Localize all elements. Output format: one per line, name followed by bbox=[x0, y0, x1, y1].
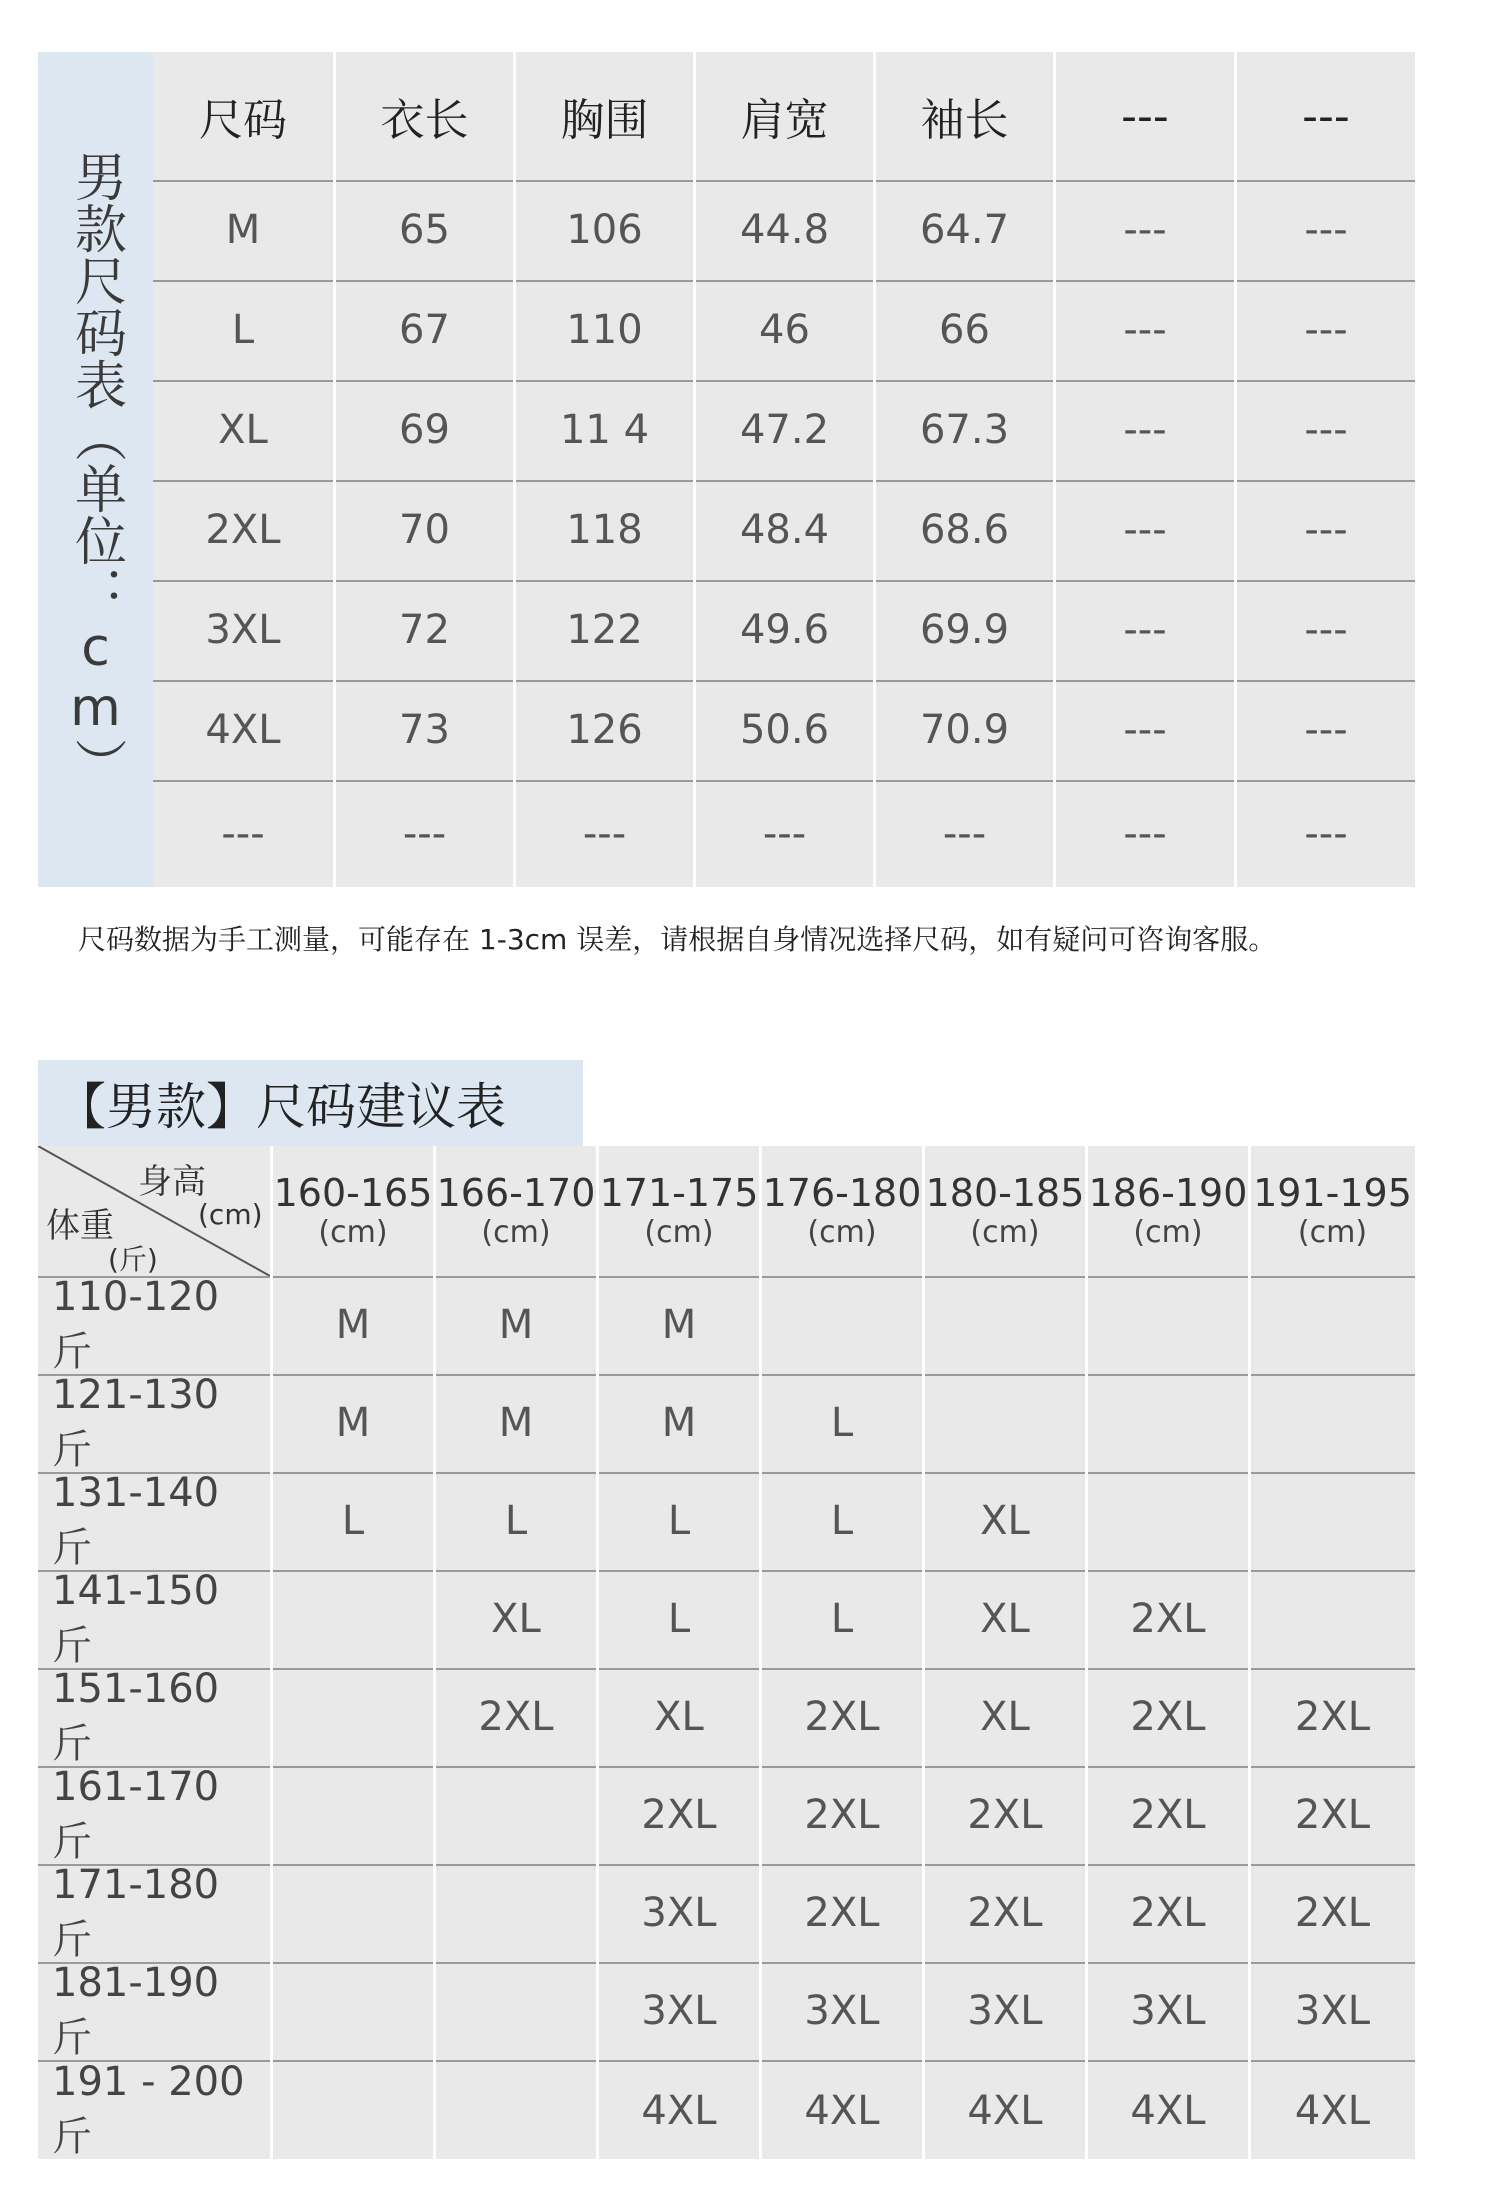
recommended-size-cell: 2XL bbox=[1248, 1864, 1414, 1962]
recommended-size-cell bbox=[1248, 1374, 1414, 1472]
recommended-size-cell: 3XL bbox=[922, 1962, 1085, 2060]
size-table-header-cell: 尺码 bbox=[199, 95, 287, 146]
recommended-size-cell: 3XL bbox=[596, 1962, 759, 2060]
recommended-size-cell: M bbox=[270, 1374, 433, 1472]
recommended-size-cell: 4XL bbox=[1248, 2060, 1414, 2161]
size-table-cell: 67.3 bbox=[873, 380, 1053, 480]
size-table-cell: --- bbox=[221, 810, 265, 857]
size-table-cell: 49.6 bbox=[693, 580, 873, 680]
recommended-size-cell: 2XL bbox=[1248, 1766, 1414, 1864]
recommended-size-cell: M bbox=[433, 1276, 596, 1374]
recommended-size-cell: 2XL bbox=[759, 1864, 922, 1962]
height-column-header bbox=[270, 1146, 433, 1276]
recommended-size-cell: XL bbox=[596, 1668, 759, 1766]
recommended-size-cell: L bbox=[759, 1570, 922, 1668]
recommended-size-cell: 2XL bbox=[1248, 1668, 1414, 1766]
size-table-cell: --- bbox=[1234, 380, 1415, 480]
size-table-cell: 46 bbox=[693, 280, 873, 380]
recommended-size-cell: 2XL bbox=[596, 1766, 759, 1864]
weight-range-cell: 110-120 斤 bbox=[52, 1273, 220, 1375]
size-table-cell: XL bbox=[218, 407, 268, 453]
size-table-cell: 72 bbox=[333, 580, 513, 680]
measurement-note: 尺码数据为手工测量，可能存在 1-3cm 误差，请根据自身情况选择尺码，如有疑问可咨询客服。 bbox=[78, 923, 1277, 956]
recommended-size-cell: 3XL bbox=[1085, 1962, 1248, 2060]
recommended-size-cell bbox=[1085, 1374, 1248, 1472]
height-unit: (cm) bbox=[970, 1214, 1040, 1250]
size-table-cell: 73 bbox=[333, 680, 513, 780]
recommended-size-cell bbox=[1248, 1570, 1414, 1668]
size-table-cell: --- bbox=[1053, 580, 1234, 680]
height-unit: (cm) bbox=[318, 1214, 388, 1250]
recommended-size-cell: L bbox=[759, 1472, 922, 1570]
recommended-size-cell: 3XL bbox=[759, 1962, 922, 2060]
size-table-cell: 68.6 bbox=[873, 480, 1053, 580]
height-range: 191-195 bbox=[1253, 1170, 1412, 1215]
size-table-cell: 4XL bbox=[205, 707, 281, 753]
recommended-size-cell: XL bbox=[433, 1570, 596, 1668]
recommended-size-cell bbox=[433, 1962, 596, 2060]
recommended-size-cell bbox=[759, 1276, 922, 1374]
recommended-size-cell: 4XL bbox=[1085, 2060, 1248, 2161]
recommended-size-cell: 4XL bbox=[759, 2060, 922, 2161]
recommended-size-cell: 4XL bbox=[922, 2060, 1085, 2161]
recommended-size-cell: 2XL bbox=[1085, 1766, 1248, 1864]
recommended-size-cell: 3XL bbox=[1248, 1962, 1414, 2060]
size-table-cell: M bbox=[225, 207, 261, 253]
recommended-size-cell bbox=[433, 1864, 596, 1962]
weight-range-cell: 131-140 斤 bbox=[52, 1469, 220, 1571]
size-table-row bbox=[153, 580, 1415, 682]
size-table-cell: --- bbox=[513, 780, 693, 887]
size-table-cell: 70.9 bbox=[873, 680, 1053, 780]
size-table-cell: --- bbox=[1053, 480, 1234, 580]
size-table-cell: 126 bbox=[513, 680, 693, 780]
recommended-size-cell bbox=[922, 1374, 1085, 1472]
size-table-header-cell: --- bbox=[1234, 52, 1415, 180]
recommended-size-cell bbox=[433, 1766, 596, 1864]
size-table-cell: 70 bbox=[333, 480, 513, 580]
height-range: 186-190 bbox=[1088, 1170, 1248, 1215]
size-table-header-cell: 衣长 bbox=[333, 52, 513, 180]
corner-header-cell bbox=[38, 1146, 270, 1276]
weight-range-cell: 161-170 斤 bbox=[52, 1763, 220, 1865]
size-table-cell: 64.7 bbox=[873, 180, 1053, 280]
size-table-row bbox=[153, 480, 1415, 582]
recommended-size-cell: 2XL bbox=[759, 1668, 922, 1766]
recommendation-row bbox=[38, 1371, 1415, 1474]
recommended-size-cell: 2XL bbox=[922, 1766, 1085, 1864]
height-unit: (cm) bbox=[481, 1214, 551, 1250]
size-table-cell: --- bbox=[1234, 180, 1415, 280]
size-table-cell: 44.8 bbox=[693, 180, 873, 280]
size-table-header-row bbox=[153, 52, 1415, 182]
recommendation-table bbox=[38, 1146, 1415, 2159]
recommendation-row bbox=[38, 1469, 1415, 1572]
weight-range-cell: 181-190 斤 bbox=[52, 1959, 220, 2061]
size-table-cell: --- bbox=[1234, 680, 1415, 780]
size-table-header-cell: --- bbox=[1053, 52, 1234, 180]
recommended-size-cell: M bbox=[596, 1374, 759, 1472]
recommended-size-cell: XL bbox=[922, 1570, 1085, 1668]
corner-height-label: 身高 bbox=[138, 1162, 206, 1202]
recommendation-row bbox=[38, 2060, 1415, 2161]
height-column-header bbox=[433, 1146, 596, 1276]
recommendation-row bbox=[38, 1567, 1415, 1670]
recommended-size-cell: L bbox=[433, 1472, 596, 1570]
recommended-size-cell: 2XL bbox=[433, 1668, 596, 1766]
recommendation-row bbox=[38, 1959, 1415, 2062]
size-table bbox=[38, 52, 1415, 887]
recommended-size-cell bbox=[270, 1864, 433, 1962]
corner-weight-label: 体重 bbox=[46, 1206, 114, 1246]
size-table-cell: 47.2 bbox=[693, 380, 873, 480]
height-column-header bbox=[1085, 1146, 1248, 1276]
recommended-size-cell: XL bbox=[922, 1472, 1085, 1570]
recommended-size-cell: L bbox=[596, 1472, 759, 1570]
height-unit: (cm) bbox=[807, 1214, 877, 1250]
size-table-cell: 65 bbox=[333, 180, 513, 280]
size-table-cell: --- bbox=[1053, 280, 1234, 380]
size-table-cell: --- bbox=[1234, 780, 1415, 887]
size-table-row bbox=[153, 680, 1415, 782]
height-column-header bbox=[922, 1146, 1085, 1276]
recommended-size-cell bbox=[1085, 1276, 1248, 1374]
height-column-header bbox=[759, 1146, 922, 1276]
corner-weight-unit: (斤) bbox=[108, 1243, 158, 1276]
size-table-cell: --- bbox=[1053, 380, 1234, 480]
recommendation-title: 【男款】尺码建议表 bbox=[38, 1060, 583, 1146]
recommended-size-cell bbox=[1085, 1472, 1248, 1570]
recommended-size-cell: M bbox=[596, 1276, 759, 1374]
recommended-size-cell: L bbox=[759, 1374, 922, 1472]
height-range: 180-185 bbox=[925, 1170, 1085, 1215]
recommended-size-cell: 3XL bbox=[596, 1864, 759, 1962]
size-table-cell: --- bbox=[693, 780, 873, 887]
size-table-row bbox=[153, 180, 1415, 282]
recommended-size-cell: 2XL bbox=[922, 1864, 1085, 1962]
recommended-size-cell: M bbox=[270, 1276, 433, 1374]
recommended-size-cell bbox=[270, 2060, 433, 2161]
size-table-cell: --- bbox=[1053, 680, 1234, 780]
size-table-cell: --- bbox=[1053, 780, 1234, 887]
size-table-cell: --- bbox=[333, 780, 513, 887]
recommended-size-cell: 2XL bbox=[1085, 1864, 1248, 1962]
height-range: 171-175 bbox=[599, 1170, 759, 1215]
recommendation-row bbox=[38, 1273, 1415, 1376]
size-table-cell: 118 bbox=[513, 480, 693, 580]
recommended-size-cell: 4XL bbox=[596, 2060, 759, 2161]
size-table-cell: 11 4 bbox=[513, 380, 693, 480]
size-table-cell: 48.4 bbox=[693, 480, 873, 580]
corner-header bbox=[38, 1146, 270, 1276]
size-table-cell: 69 bbox=[333, 380, 513, 480]
size-table-cell: 3XL bbox=[205, 607, 281, 653]
size-table-cell: 122 bbox=[513, 580, 693, 680]
size-table-cell: --- bbox=[1053, 180, 1234, 280]
size-table-header-cell: 袖长 bbox=[873, 52, 1053, 180]
size-table-row bbox=[153, 780, 1415, 887]
recommended-size-cell: M bbox=[433, 1374, 596, 1472]
height-unit: (cm) bbox=[1297, 1214, 1368, 1250]
size-table-cell: 2XL bbox=[205, 507, 281, 553]
recommended-size-cell: 2XL bbox=[759, 1766, 922, 1864]
height-range: 166-170 bbox=[436, 1170, 596, 1215]
size-table-cell: 66 bbox=[873, 280, 1053, 380]
size-table-header-cell: 胸围 bbox=[513, 52, 693, 180]
recommended-size-cell: L bbox=[596, 1570, 759, 1668]
size-table-cell: 106 bbox=[513, 180, 693, 280]
recommended-size-cell: 2XL bbox=[1085, 1570, 1248, 1668]
size-table-cell: --- bbox=[873, 780, 1053, 887]
size-table-cell: L bbox=[231, 307, 255, 353]
size-table-row bbox=[153, 380, 1415, 482]
recommendation-row bbox=[38, 1763, 1415, 1866]
height-unit: (cm) bbox=[644, 1214, 714, 1250]
size-table-cell: --- bbox=[1234, 480, 1415, 580]
weight-range-cell: 191 - 200 斤 bbox=[52, 2059, 245, 2160]
recommended-size-cell bbox=[270, 1766, 433, 1864]
recommended-size-cell bbox=[1248, 1276, 1414, 1374]
recommendation-row bbox=[38, 1861, 1415, 1964]
corner-height-unit: (cm) bbox=[198, 1198, 263, 1231]
recommended-size-cell bbox=[270, 1668, 433, 1766]
height-column-header bbox=[1248, 1146, 1414, 1276]
size-table-cell: --- bbox=[1234, 580, 1415, 680]
weight-range-cell: 171-180 斤 bbox=[52, 1861, 220, 1963]
size-table-cell: 110 bbox=[513, 280, 693, 380]
recommendation-row bbox=[38, 1665, 1415, 1768]
size-table-cell: 69.9 bbox=[873, 580, 1053, 680]
recommendation-header-row bbox=[38, 1146, 1415, 1278]
height-column-header bbox=[596, 1146, 759, 1276]
recommended-size-cell: XL bbox=[922, 1668, 1085, 1766]
size-table-row bbox=[153, 280, 1415, 382]
height-range: 176-180 bbox=[762, 1170, 922, 1215]
size-table-cell: --- bbox=[1234, 280, 1415, 380]
recommended-size-cell: 2XL bbox=[1085, 1668, 1248, 1766]
height-unit: (cm) bbox=[1133, 1214, 1203, 1250]
weight-range-cell: 151-160 斤 bbox=[52, 1665, 220, 1767]
size-table-side-label-panel bbox=[38, 52, 153, 887]
size-table-header-cell: 肩宽 bbox=[693, 52, 873, 180]
recommended-size-cell bbox=[433, 2060, 596, 2161]
weight-range-cell: 141-150 斤 bbox=[52, 1567, 220, 1669]
recommended-size-cell bbox=[270, 1570, 433, 1668]
recommended-size-cell: L bbox=[270, 1472, 433, 1570]
size-table-cell: 50.6 bbox=[693, 680, 873, 780]
recommended-size-cell bbox=[1248, 1472, 1414, 1570]
recommended-size-cell bbox=[922, 1276, 1085, 1374]
height-range: 160-165 bbox=[273, 1170, 433, 1215]
weight-range-cell: 121-130 斤 bbox=[52, 1371, 220, 1473]
size-table-side-label: 男款尺码表（单位：cm） bbox=[65, 149, 126, 790]
recommended-size-cell bbox=[270, 1962, 433, 2060]
size-table-cell: 67 bbox=[333, 280, 513, 380]
